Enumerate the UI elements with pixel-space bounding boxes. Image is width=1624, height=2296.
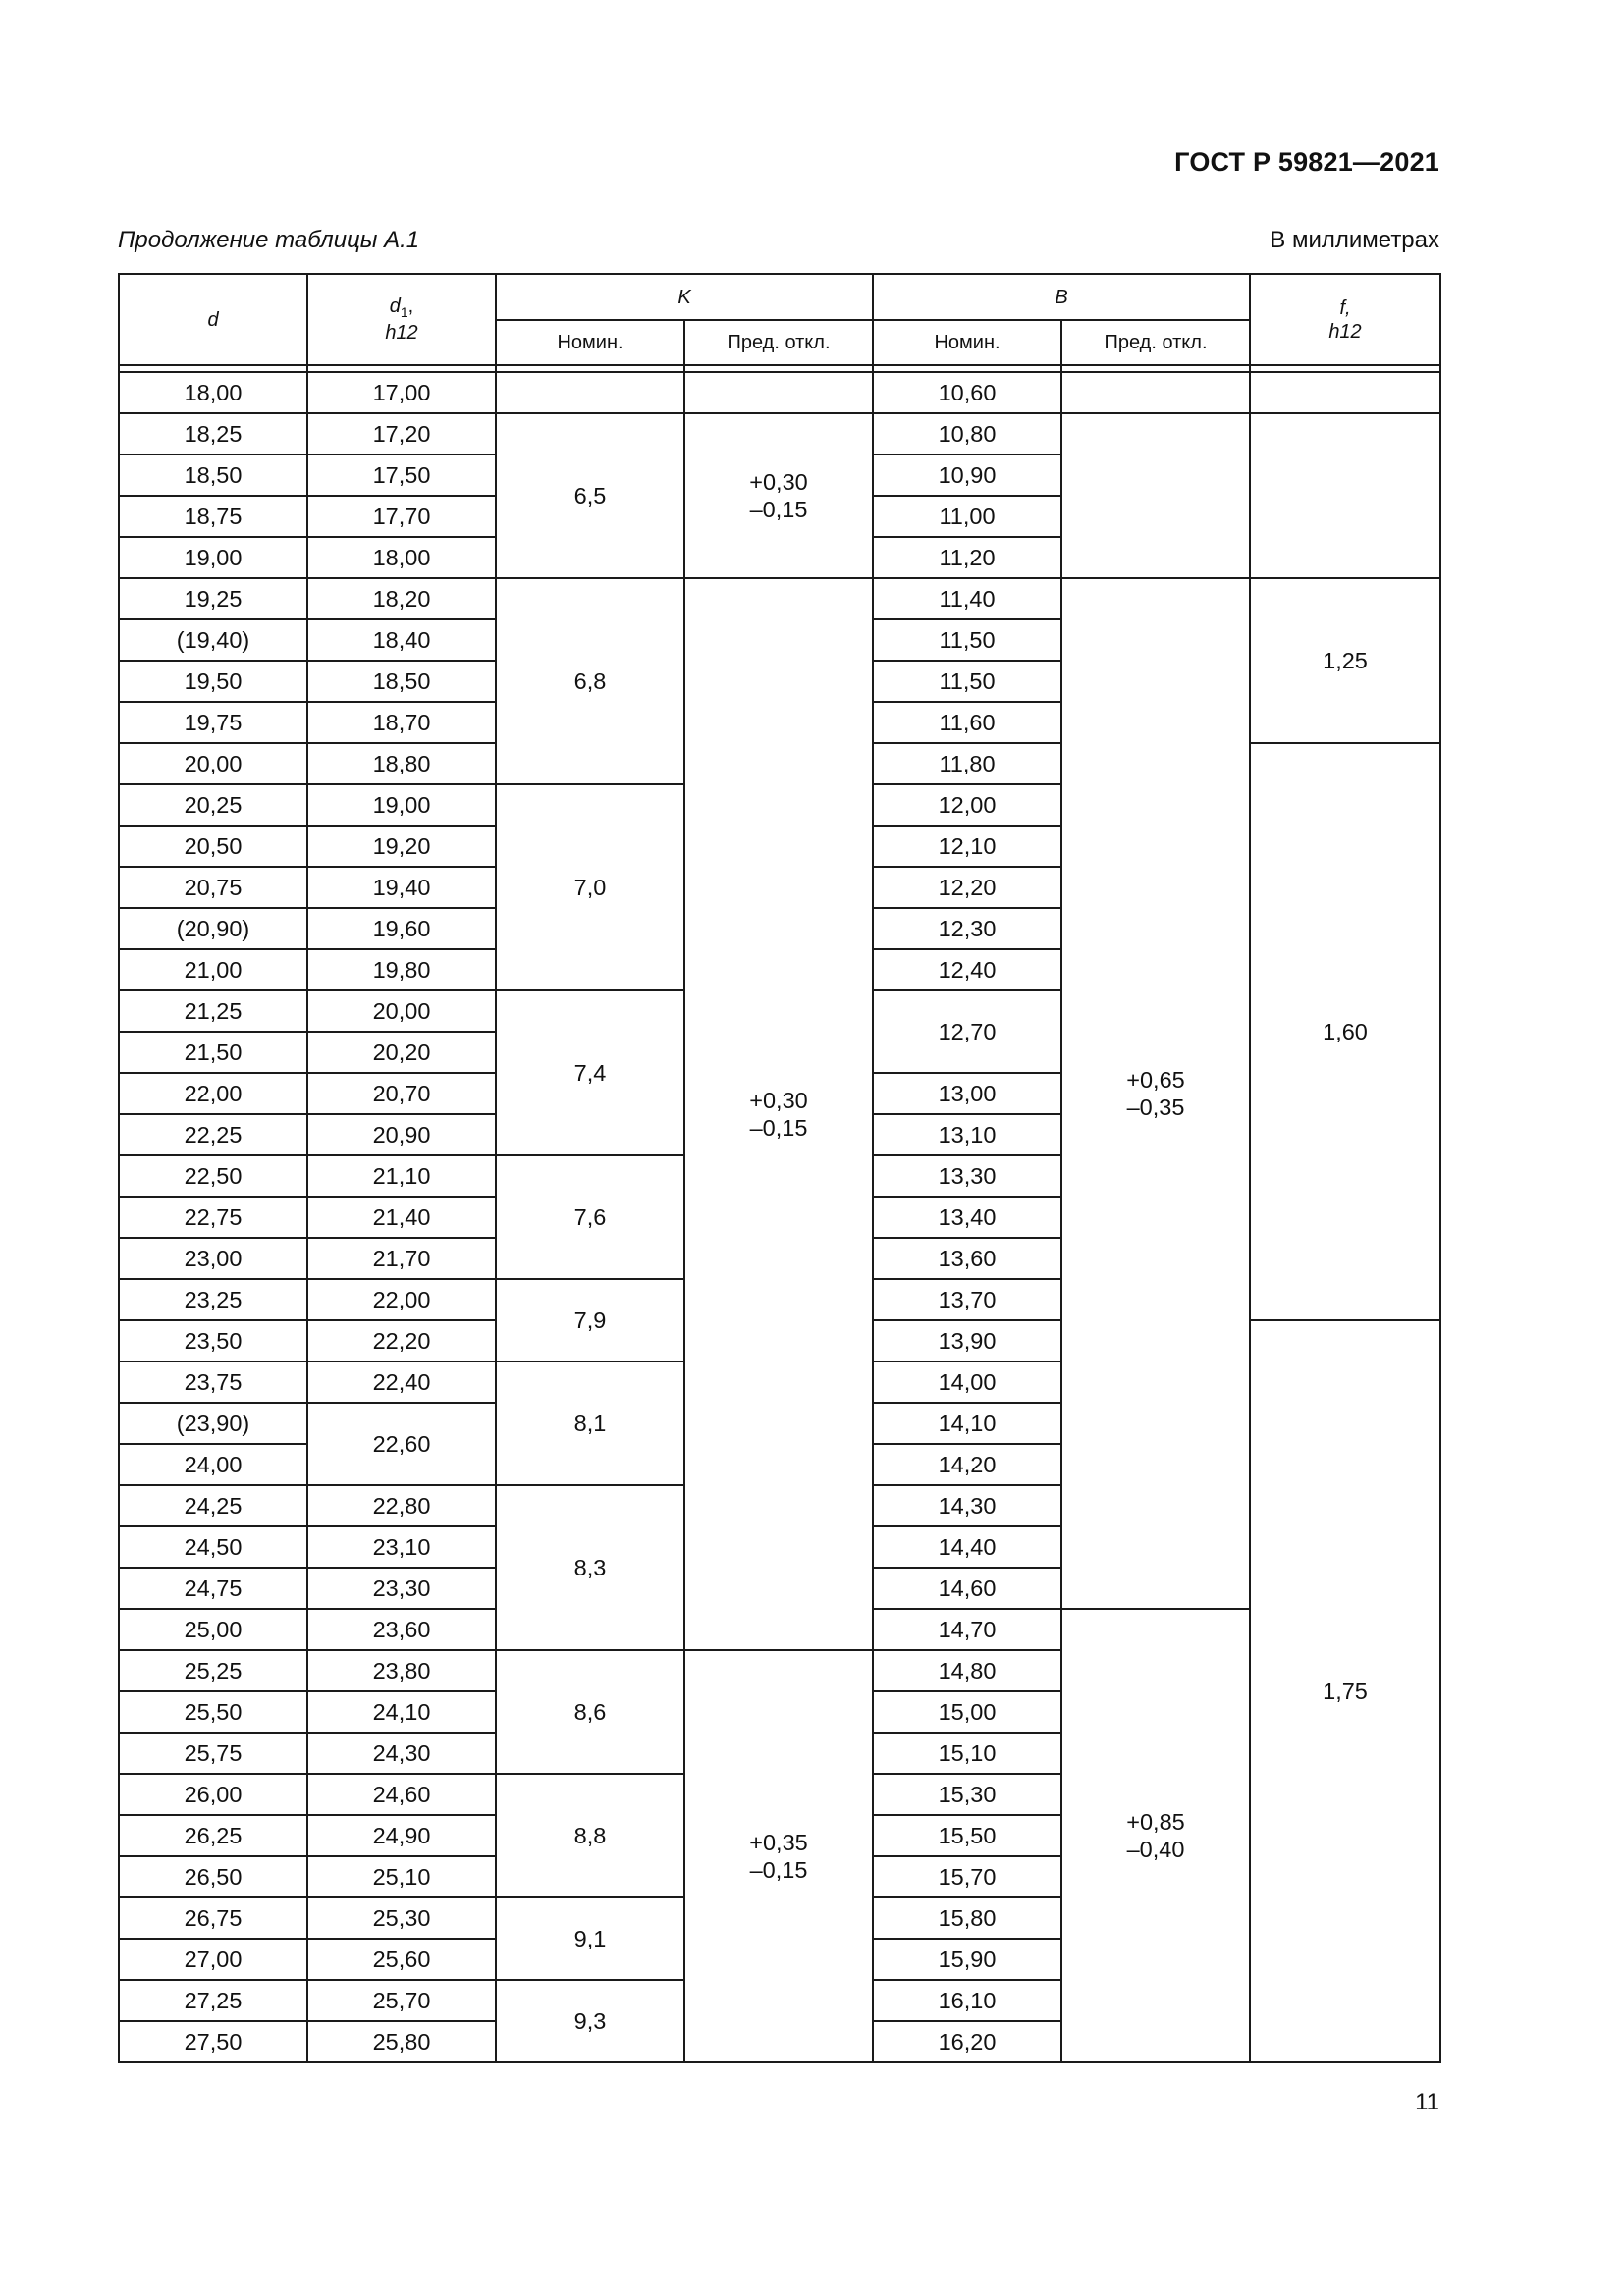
cell-d: 25,75 [119,1733,307,1774]
table-row [119,372,1440,413]
cell-k-nom: 8,6 [496,1650,684,1774]
cell-d: 27,25 [119,1980,307,2021]
cell-d1: 23,10 [307,1526,496,1568]
table-caption: Продолжение таблицы А.1 [118,227,420,253]
cell-d: 18,25 [119,413,307,454]
cell-d: 23,25 [119,1279,307,1320]
cell-b-nom: 14,00 [873,1362,1061,1403]
cell-d1: 18,00 [307,537,496,578]
cell-d: 25,50 [119,1691,307,1733]
cell-b-nom: 13,00 [873,1073,1061,1114]
cell-d: 20,25 [119,784,307,826]
cell-b-nom: 12,30 [873,908,1061,949]
cell-b-nom: 16,20 [873,2021,1061,2062]
cell-d: 24,00 [119,1444,307,1485]
cell-d1: 17,20 [307,413,496,454]
cell-d1: 25,60 [307,1939,496,1980]
cell-k-nom: 7,9 [496,1279,684,1362]
header-k: K [496,274,873,320]
cell-b-nom: 13,60 [873,1238,1061,1279]
cell-d1: 25,70 [307,1980,496,2021]
cell-d1: 24,90 [307,1815,496,1856]
cell-d1: 21,10 [307,1155,496,1197]
cell-f: 1,25 [1250,578,1440,743]
header-d1: $d_1$, h12 [307,274,496,365]
header-f: f, h12 [1250,274,1440,365]
cell-d1: 21,40 [307,1197,496,1238]
cell-d1: 19,40 [307,867,496,908]
cell-d: 20,75 [119,867,307,908]
cell-b-nom: 15,90 [873,1939,1061,1980]
header-d: d [119,274,307,365]
cell-d1: 18,80 [307,743,496,784]
cell-d1: 20,90 [307,1114,496,1155]
cell-b-nom: 12,70 [873,990,1061,1073]
cell-d: 20,50 [119,826,307,867]
cell-d1: 18,70 [307,702,496,743]
cell-d: 27,50 [119,2021,307,2062]
cell-k-nom: 7,0 [496,784,684,990]
cell-d: 21,00 [119,949,307,990]
table-row [119,413,1440,454]
cell-d1: 20,70 [307,1073,496,1114]
cell-k-nom: 7,6 [496,1155,684,1279]
header-k-nom: Номин. [496,320,684,365]
cell-d: 27,00 [119,1939,307,1980]
cell-d: 20,00 [119,743,307,784]
cell-b-nom: 10,80 [873,413,1061,454]
cell-d: 26,25 [119,1815,307,1856]
cell-d1: 25,80 [307,2021,496,2062]
header-b-nom: Номин. [873,320,1061,365]
cell-d1: 22,40 [307,1362,496,1403]
cell-b-nom: 15,10 [873,1733,1061,1774]
cell-d: (19,40) [119,619,307,661]
cell-d: 22,00 [119,1073,307,1114]
header-k-dev: Пред. откл. [684,320,873,365]
cell-d: 19,50 [119,661,307,702]
cell-b-nom: 16,10 [873,1980,1061,2021]
cell-d1: 23,30 [307,1568,496,1609]
cell-k-nom: 8,1 [496,1362,684,1485]
cell-d1: 21,70 [307,1238,496,1279]
cell-b-nom: 12,00 [873,784,1061,826]
cell-b-nom: 15,50 [873,1815,1061,1856]
cell-f [1250,413,1440,578]
cell-b-nom: 15,30 [873,1774,1061,1815]
cell-d1: 22,80 [307,1485,496,1526]
cell-b-nom: 14,70 [873,1609,1061,1650]
cell-k-nom: 6,5 [496,413,684,578]
cell-d1: 22,20 [307,1320,496,1362]
header-b-dev: Пред. откл. [1061,320,1250,365]
cell-d: 24,75 [119,1568,307,1609]
cell-d: 22,25 [119,1114,307,1155]
cell-d1: 24,10 [307,1691,496,1733]
cell-b-nom: 15,00 [873,1691,1061,1733]
cell-d: 22,75 [119,1197,307,1238]
cell-d: 24,25 [119,1485,307,1526]
cell-d: 21,25 [119,990,307,1032]
cell-b-nom: 11,00 [873,496,1061,537]
cell-b-nom: 11,20 [873,537,1061,578]
cell-b-nom: 11,80 [873,743,1061,784]
cell-b-nom: 12,10 [873,826,1061,867]
cell-b-nom: 14,40 [873,1526,1061,1568]
cell-d: 23,75 [119,1362,307,1403]
cell-b-nom: 15,80 [873,1897,1061,1939]
cell-b-nom: 11,50 [873,661,1061,702]
cell-k-nom: 9,1 [496,1897,684,1980]
cell-d: 19,75 [119,702,307,743]
cell-d1: 17,50 [307,454,496,496]
page-number: 11 [1415,2089,1439,2115]
cell-k-dev: +0,35 –0,15 [684,1650,873,2062]
header-b: B [873,274,1250,320]
cell-d: 19,00 [119,537,307,578]
cell-d1: 19,00 [307,784,496,826]
cell-d1: 19,20 [307,826,496,867]
cell-b-nom: 11,40 [873,578,1061,619]
cell-b-nom: 14,20 [873,1444,1061,1485]
cell-d1: 22,60 [307,1403,496,1485]
cell-k-nom: 7,4 [496,990,684,1155]
cell-d: 23,00 [119,1238,307,1279]
cell-d: 23,50 [119,1320,307,1362]
standard-number: ГОСТ Р 59821—2021 [1174,147,1439,177]
cell-d: 18,50 [119,454,307,496]
cell-d1: 17,70 [307,496,496,537]
cell-b-nom: 13,70 [873,1279,1061,1320]
cell-b-dev: +0,65 –0,35 [1061,578,1250,1609]
cell-d1: 20,00 [307,990,496,1032]
cell-b-dev [1061,413,1250,578]
cell-d: 24,50 [119,1526,307,1568]
cell-k-nom: 9,3 [496,1980,684,2062]
cell-b-nom: 14,10 [873,1403,1061,1444]
cell-d: 26,00 [119,1774,307,1815]
cell-k-nom: 8,8 [496,1774,684,1897]
cell-b-nom: 13,90 [873,1320,1061,1362]
cell-d1: 23,80 [307,1650,496,1691]
cell-b-nom: 14,30 [873,1485,1061,1526]
cell-b-nom: 11,60 [873,702,1061,743]
cell-d1: 17,00 [307,372,496,413]
cell-d1: 18,20 [307,578,496,619]
cell-d1: 20,20 [307,1032,496,1073]
cell-d1: 25,10 [307,1856,496,1897]
cell-b-nom: 14,80 [873,1650,1061,1691]
cell-d1: 23,60 [307,1609,496,1650]
cell-d: 19,25 [119,578,307,619]
cell-b-nom: 11,50 [873,619,1061,661]
cell-d1: 18,40 [307,619,496,661]
cell-d: 26,50 [119,1856,307,1897]
units-note: В миллиметрах [1270,227,1439,253]
cell-k-dev: +0,30 –0,15 [684,413,873,578]
cell-d1: 24,60 [307,1774,496,1815]
cell-b-nom: 12,40 [873,949,1061,990]
cell-k-dev: +0,30 –0,15 [684,578,873,1650]
cell-d: 25,00 [119,1609,307,1650]
cell-b-nom: 13,10 [873,1114,1061,1155]
cell-d: 26,75 [119,1897,307,1939]
dimensions-table [118,273,1441,2063]
cell-d: 21,50 [119,1032,307,1073]
cell-b-nom: 14,60 [873,1568,1061,1609]
cell-b-nom: 10,60 [873,372,1061,413]
cell-d: 18,00 [119,372,307,413]
cell-d: (23,90) [119,1403,307,1444]
cell-d: 18,75 [119,496,307,537]
cell-d1: 24,30 [307,1733,496,1774]
cell-b-nom: 13,40 [873,1197,1061,1238]
cell-k-nom: 6,8 [496,578,684,784]
cell-d: 22,50 [119,1155,307,1197]
cell-b-nom: 15,70 [873,1856,1061,1897]
cell-d1: 25,30 [307,1897,496,1939]
cell-b-nom: 12,20 [873,867,1061,908]
cell-d1: 18,50 [307,661,496,702]
cell-d1: 19,60 [307,908,496,949]
cell-b-nom: 10,90 [873,454,1061,496]
cell-f: 1,75 [1250,1320,1440,2062]
cell-k-nom: 8,3 [496,1485,684,1650]
cell-d: 25,25 [119,1650,307,1691]
cell-d: (20,90) [119,908,307,949]
cell-b-dev: +0,85 –0,40 [1061,1609,1250,2062]
cell-b-nom: 13,30 [873,1155,1061,1197]
table-row [119,578,1440,619]
cell-d1: 22,00 [307,1279,496,1320]
cell-d1: 19,80 [307,949,496,990]
cell-f: 1,60 [1250,743,1440,1320]
